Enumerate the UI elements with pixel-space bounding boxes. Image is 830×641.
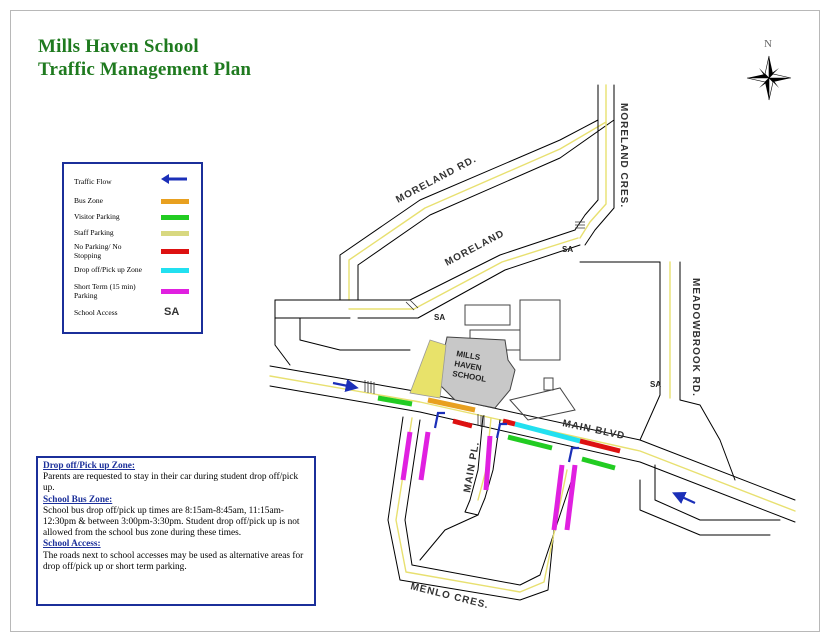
dropoff-text: Parents are requested to stay in their car during student drop off/pick up. [43, 472, 299, 494]
map-title-line1: Mills Haven School [38, 36, 199, 57]
info-box [36, 456, 316, 606]
road-east-spur [640, 465, 780, 535]
bus-text: School bus drop off/pick up times are 8:15am-8:45am, 11:15am-12:30pm & between 3:00pm-3:30pm. Student drop off/pick up is not allowed from the school bus zone during these times. [43, 505, 300, 539]
short-term-parking-2 [421, 432, 428, 480]
road-moreland [340, 230, 580, 318]
building-gym [520, 300, 560, 360]
visitor-parking-zone-2 [508, 437, 552, 448]
school-label-line1: MILLS [455, 349, 481, 363]
legend-label-dropoff-zone: Drop off/Pick up Zone [74, 265, 142, 274]
legend-label-staff-parking: Staff Parking [74, 228, 114, 237]
school-label-line3: SCHOOL [451, 369, 487, 384]
sa-marker-1: SA [562, 245, 574, 254]
compass-north-label: N [764, 38, 772, 50]
short-term-parking-1 [403, 432, 410, 480]
building-portable [465, 305, 510, 325]
legend-swatch-no-parking [161, 249, 189, 254]
road-moreland-rd [340, 85, 614, 300]
legend-swatch-staff-parking [161, 231, 189, 236]
short-term-parking-5 [567, 465, 575, 530]
traffic-flow-arrow-west [682, 497, 695, 503]
legend-label-no-parking: No Parking/ No Stopping [74, 242, 122, 260]
school-label-line2: HAVEN [453, 359, 483, 373]
turn-arrow-3 [569, 448, 579, 462]
legend-label-visitor-parking: Visitor Parking [74, 212, 120, 221]
bus-heading: School Bus Zone: [43, 494, 113, 505]
sa-marker-3: SA [650, 380, 662, 389]
label-main-blvd: MAIN BLVD [561, 418, 627, 443]
legend-swatch-visitor-parking [161, 215, 189, 220]
label-moreland-cres: MORELAND CRES. [618, 103, 629, 209]
label-menlo-cres: MENLO CRES. [409, 581, 490, 612]
legend-swatch-bus-zone [161, 199, 189, 204]
staff-parking-lot [410, 340, 446, 398]
label-moreland-rd: MORELAND RD. [394, 153, 479, 206]
access-heading: School Access: [43, 539, 101, 550]
access-text: The roads next to school accesses may be used as alternative areas for drop off/pick up or short term parking. [43, 550, 304, 572]
road-moreland-cres [575, 120, 614, 245]
no-parking-zone-1 [453, 421, 472, 426]
legend-label-traffic-flow: Traffic Flow [74, 177, 112, 186]
sa-marker-2: SA [434, 313, 446, 322]
legend-swatch-dropoff-zone [161, 268, 189, 273]
legend [62, 162, 203, 334]
visitor-parking-zone [378, 398, 412, 404]
legend-label-school-access: School Access [74, 308, 118, 317]
traffic-flow-arrow-east [333, 383, 348, 386]
zones [378, 398, 620, 530]
map-title-line2: Traffic Management Plan [38, 59, 252, 80]
building-south [510, 388, 575, 420]
dropoff-heading: Drop off/Pick up Zone: [43, 461, 136, 471]
traffic-flow-arrow-icon [161, 174, 189, 184]
compass-rose-icon [747, 56, 791, 100]
legend-swatch-short-term-parking [161, 289, 189, 294]
building-shed [544, 378, 553, 390]
legend-symbol-school-access: SA [164, 306, 180, 318]
lot-west [275, 300, 410, 365]
turn-arrow-1 [435, 413, 445, 428]
legend-label-short-term-parking: Short Term (15 min) Parking [74, 282, 136, 300]
label-main-pl: MAIN PL. [462, 440, 482, 494]
label-meadowbrook-rd: MEADOWBROOK RD. [690, 278, 701, 397]
visitor-parking-zone-3 [582, 459, 615, 468]
legend-label-bus-zone: Bus Zone [74, 196, 103, 205]
label-moreland: MORELAND [443, 228, 507, 269]
